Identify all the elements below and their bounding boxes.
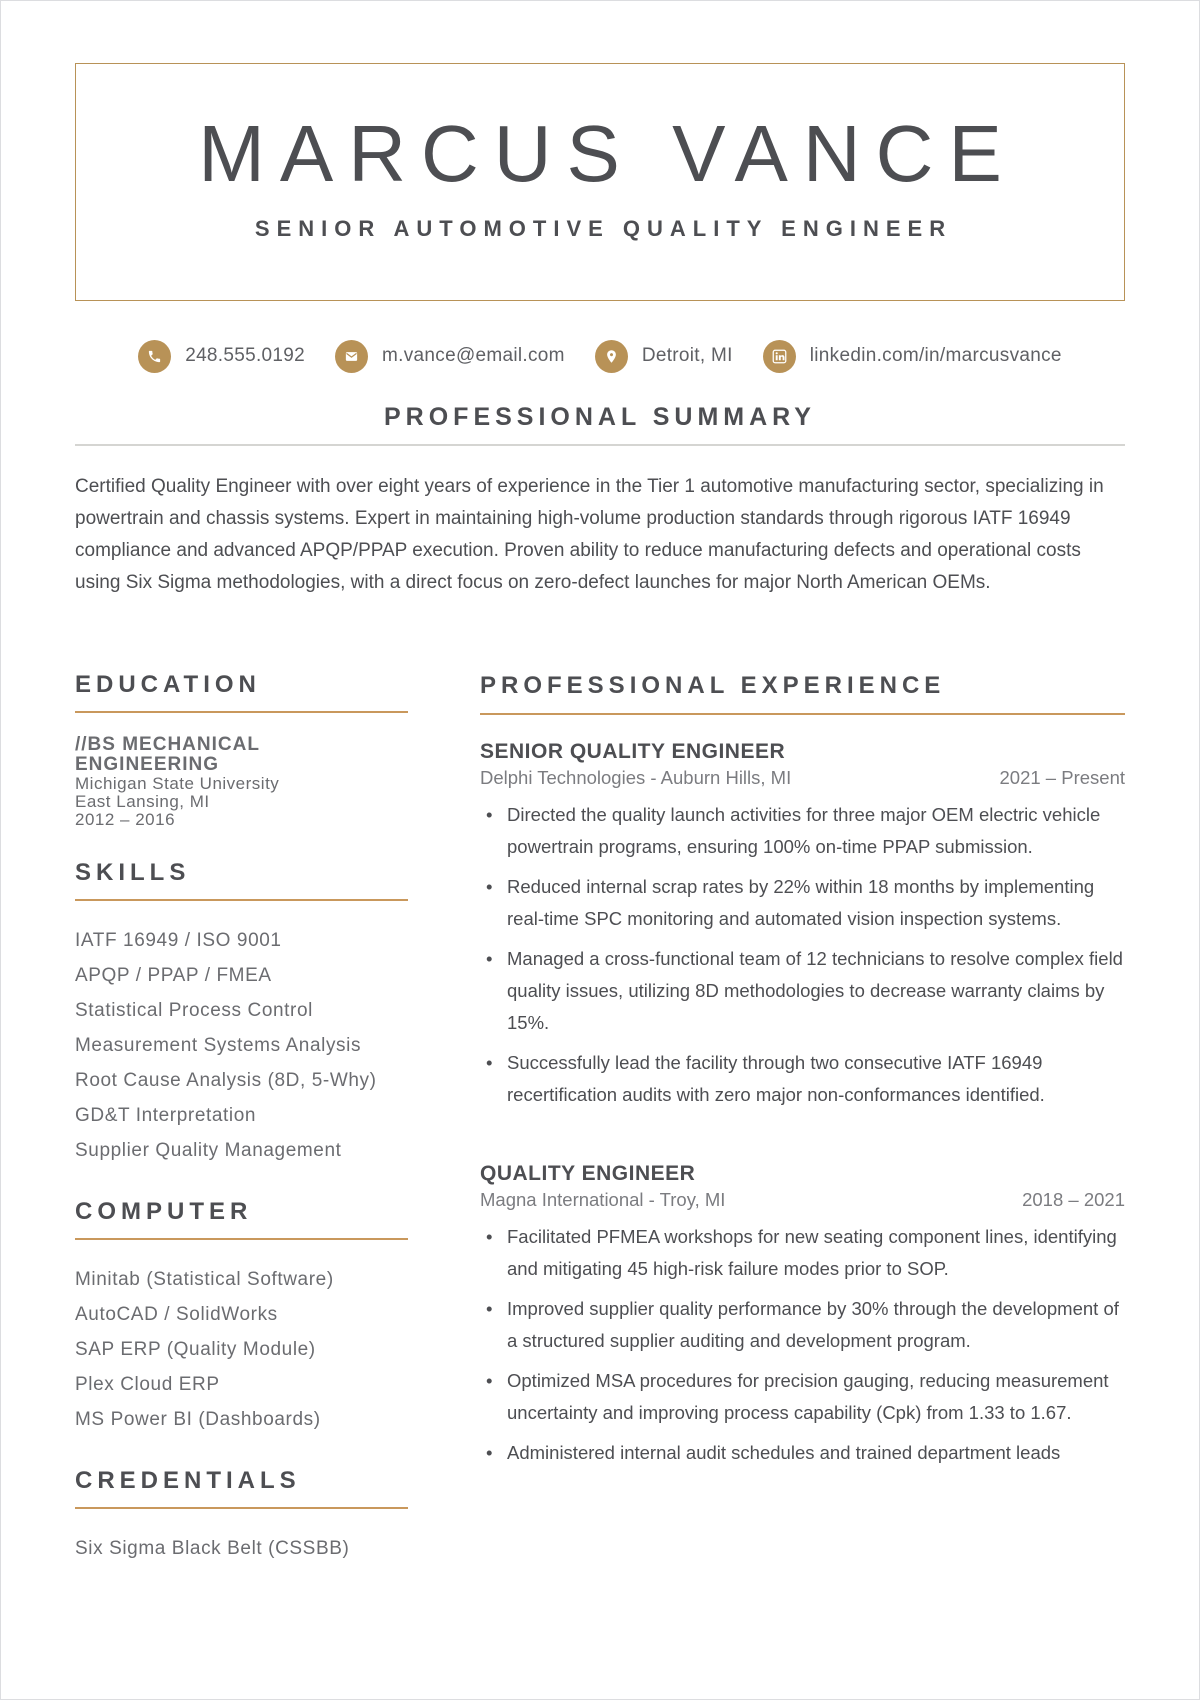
job-title: QUALITY ENGINEER [480,1162,696,1185]
education-degree: //BS MECHANICAL ENGINEERING [75,734,260,775]
job-entry [480,1161,1125,1469]
computer-item: MS Power BI (Dashboards) [75,1409,321,1430]
job-dates: 2021 – Present [999,767,1125,788]
skill-item: Root Cause Analysis (8D, 5-Why) [75,1070,377,1091]
job-bullet: • Administered internal audit schedules and trained department leads [480,1437,1125,1469]
job-title: SENIOR QUALITY ENGINEER [480,740,786,763]
skill-item: Supplier Quality Management [75,1140,342,1161]
phone-icon [138,340,171,373]
job-bullets [480,1221,1125,1469]
skills-list [75,923,408,1168]
skill-item: GD&T Interpretation [75,1105,257,1126]
header-box [75,63,1125,301]
contact-linkedin-text[interactable]: linkedin.com/in/marcusvance [809,345,1062,366]
contact-phone [138,340,305,373]
education-divider [75,711,408,713]
credential-item: Six Sigma Black Belt (CSSBB) [75,1538,350,1559]
right-column [480,672,1125,1477]
skill-item: Statistical Process Control [75,1000,313,1021]
education-school: Michigan State University [75,774,280,793]
summary-heading-wrap [75,403,1125,432]
computer-item: Plex Cloud ERP [75,1374,220,1395]
job-bullet: • Reduced internal scrap rates by 22% within 18 months by implementing real-time SPC monitoring and automated vision inspection systems. [480,871,1125,935]
job-company: Magna International - Troy, MI [480,1189,726,1210]
computer-divider [75,1238,408,1240]
computer-list [75,1262,408,1437]
job-entry [480,739,1125,1111]
job-bullet: • Directed the quality launch activities for three major OEM electric vehicle powertrain programs, ensuring 100% on-time PPAP submission. [480,799,1125,863]
skill-item: IATF 16949 / ISO 9001 [75,930,282,951]
skills-section [75,859,408,1168]
job-bullet: • Improved supplier quality performance by 30% through the development of a structured supplier auditing and development program. [480,1293,1125,1357]
contact-location-text: Detroit, MI [641,345,733,366]
summary-divider [75,444,1125,446]
job-dates: 2018 – 2021 [1022,1189,1125,1210]
credentials-heading: CREDENTIALS [75,1467,301,1494]
computer-item: SAP ERP (Quality Module) [75,1339,316,1360]
contact-phone-text: 248.555.0192 [185,345,306,366]
skills-heading: SKILLS [75,859,191,886]
skills-divider [75,899,408,901]
summary-heading: PROFESSIONAL SUMMARY [384,403,816,431]
contact-email-text[interactable]: m.vance@email.com [382,345,565,366]
job-meta [480,1187,1125,1213]
computer-heading: COMPUTER [75,1198,253,1225]
contact-location [595,340,733,373]
summary-text: Certified Quality Engineer with over eight years of experience in the Tier 1 automotive manufacturing sector, specializing in powertrain and chassis systems. Expert in maintaining high-volume production standards through rigorous IATF 16949 compliance and advanced APQP/PPAP execution. Proven ability to reduce manufacturing defects and operational costs using Six Sigma methodologies, with a direct focus on zero-defect launches for major North American OEMs. [75,476,1104,593]
linkedin-icon [763,340,796,373]
computer-item: AutoCAD / SolidWorks [75,1304,278,1325]
job-bullet: • Successfully lead the facility through two consecutive IATF 16949 recertification audits with zero major non-conformances identified. [480,1047,1125,1111]
job-bullet: • Managed a cross-functional team of 12 technicians to resolve complex field quality issues, utilizing 8D methodologies to decrease warranty claims by 15%. [480,943,1125,1039]
job-bullet: • Optimized MSA procedures for precision gauging, reducing measurement uncertainty and improving process capability (Cpk) from 1.33 to 1.67. [480,1365,1125,1429]
location-pin-icon [595,340,628,373]
computer-item: Minitab (Statistical Software) [75,1269,334,1290]
experience-divider [480,713,1125,715]
job-company: Delphi Technologies - Auburn Hills, MI [480,767,792,788]
credentials-section [75,1467,408,1566]
contact-email [335,340,565,373]
education-heading: EDUCATION [75,671,261,698]
credentials-divider [75,1507,408,1509]
computer-section [75,1198,408,1437]
email-icon [335,340,368,373]
contact-linkedin [763,340,1062,373]
job-bullet: • Facilitated PFMEA workshops for new seating component lines, identifying and mitigating 45 high-risk failure modes prior to SOP. [480,1221,1125,1285]
education-location: East Lansing, MI [75,792,210,811]
contact-row [75,338,1125,374]
job-bullets [480,799,1125,1111]
experience-heading: PROFESSIONAL EXPERIENCE [480,672,946,699]
education-section [75,671,408,829]
education-years: 2012 – 2016 [75,810,176,829]
skill-item: Measurement Systems Analysis [75,1035,362,1056]
credentials-list [75,1531,408,1566]
candidate-name: MARCUS VANCE [198,109,1017,198]
left-column [75,671,408,1596]
skill-item: APQP / PPAP / FMEA [75,965,272,986]
candidate-title: SENIOR AUTOMOTIVE QUALITY ENGINEER [254,216,953,241]
job-meta [480,765,1125,791]
